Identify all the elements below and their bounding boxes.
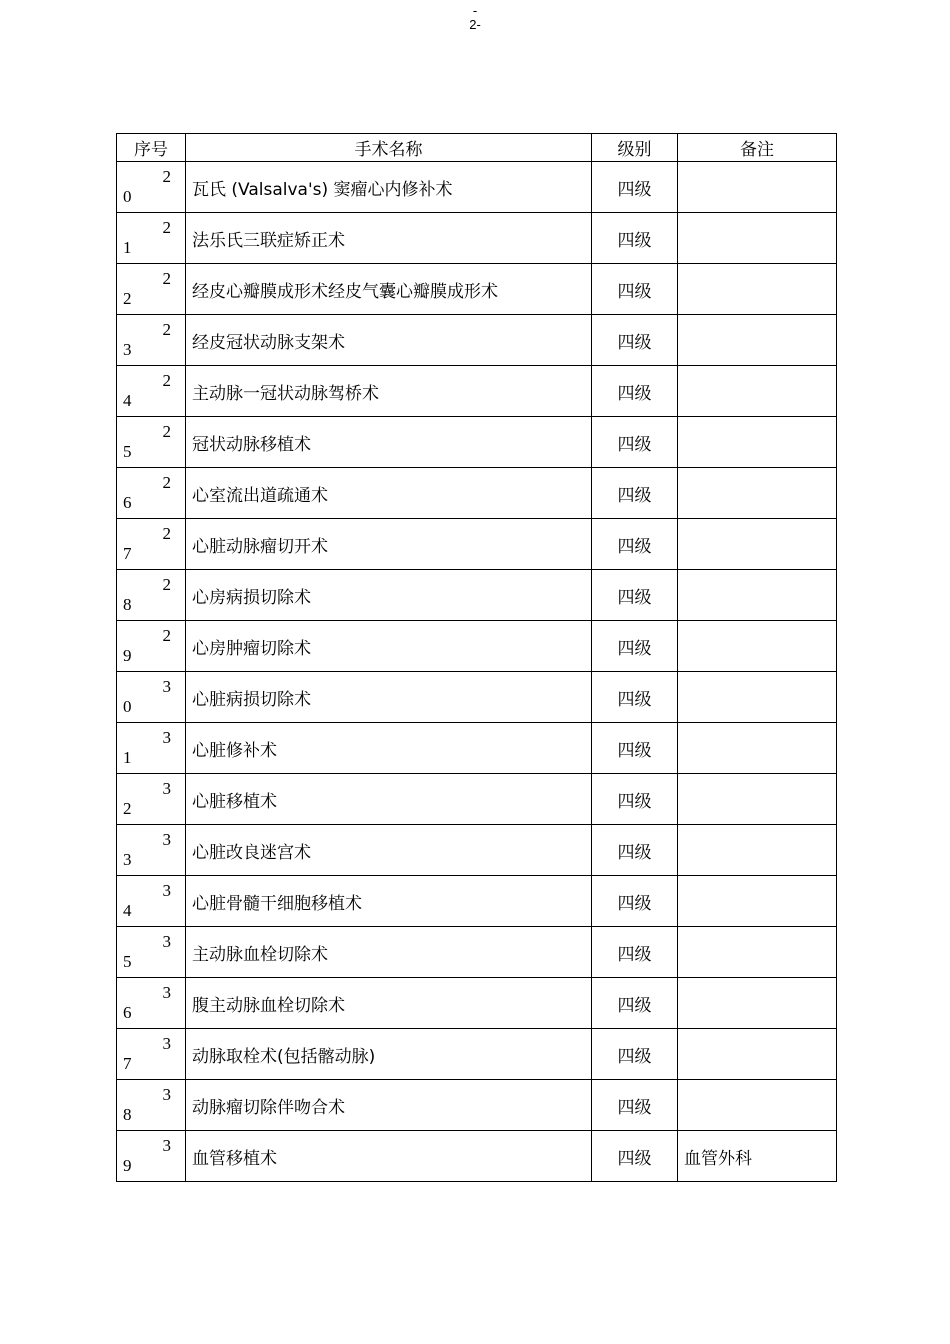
row-num-bottom: 9	[123, 1156, 132, 1175]
row-num-top: 3	[162, 1034, 171, 1053]
table-row	[117, 213, 837, 264]
row-name: 主动脉一冠状动脉驾桥术	[186, 366, 592, 417]
table-row	[117, 366, 837, 417]
row-num-top: 2	[162, 473, 171, 492]
table-row	[117, 876, 837, 927]
row-grade: 四级	[592, 672, 678, 723]
row-name: 腹主动脉血栓切除术	[186, 978, 592, 1029]
row-num-cell	[117, 825, 186, 876]
row-name: 心脏病损切除术	[186, 672, 592, 723]
row-name: 心脏动脉瘤切开术	[186, 519, 592, 570]
row-num-cell	[117, 723, 186, 774]
page-number	[0, 4, 950, 32]
row-name: 经皮冠状动脉支架术	[186, 315, 592, 366]
row-num-top: 2	[162, 575, 171, 594]
row-note	[678, 519, 837, 570]
row-num-cell	[117, 1131, 186, 1182]
row-num-cell	[117, 978, 186, 1029]
row-grade: 四级	[592, 264, 678, 315]
row-num-cell	[117, 519, 186, 570]
row-name: 心房肿瘤切除术	[186, 621, 592, 672]
row-name: 冠状动脉移植术	[186, 417, 592, 468]
row-num-bottom: 5	[123, 952, 132, 971]
row-grade: 四级	[592, 825, 678, 876]
table-row	[117, 468, 837, 519]
row-num-top: 2	[162, 320, 171, 339]
header-note: 备注	[678, 134, 837, 162]
row-num-top: 2	[162, 626, 171, 645]
row-note	[678, 1029, 837, 1080]
table-row	[117, 978, 837, 1029]
row-num-bottom: 2	[123, 799, 132, 818]
row-num-cell	[117, 876, 186, 927]
row-note	[678, 774, 837, 825]
row-num-top: 2	[162, 524, 171, 543]
row-note	[678, 672, 837, 723]
table-body	[117, 162, 837, 1182]
row-num-bottom: 1	[123, 238, 132, 257]
row-num-bottom: 3	[123, 850, 132, 869]
row-name: 心脏改良迷宫术	[186, 825, 592, 876]
row-num-cell	[117, 927, 186, 978]
row-note	[678, 366, 837, 417]
row-num-bottom: 9	[123, 646, 132, 665]
row-note	[678, 723, 837, 774]
row-num-top: 3	[162, 881, 171, 900]
row-num-bottom: 6	[123, 493, 132, 512]
row-num-bottom: 7	[123, 544, 132, 563]
table-row	[117, 264, 837, 315]
table-row	[117, 1080, 837, 1131]
surgery-table	[116, 133, 837, 1182]
row-note	[678, 876, 837, 927]
row-note	[678, 213, 837, 264]
table-row	[117, 315, 837, 366]
row-note	[678, 927, 837, 978]
row-grade: 四级	[592, 366, 678, 417]
row-grade: 四级	[592, 1080, 678, 1131]
row-note	[678, 1080, 837, 1131]
row-num-cell	[117, 774, 186, 825]
row-name: 心脏骨髓干细胞移植术	[186, 876, 592, 927]
row-name: 瓦氏 (Valsalva's) 窦瘤心内修补术	[186, 162, 592, 213]
row-grade: 四级	[592, 978, 678, 1029]
row-name: 血管移植术	[186, 1131, 592, 1182]
row-note	[678, 825, 837, 876]
row-num-bottom: 3	[123, 340, 132, 359]
row-num-bottom: 1	[123, 748, 132, 767]
header-num: 序号	[117, 134, 186, 162]
row-num-bottom: 6	[123, 1003, 132, 1022]
table-row	[117, 417, 837, 468]
row-num-cell	[117, 570, 186, 621]
row-num-bottom: 8	[123, 1105, 132, 1124]
row-note	[678, 621, 837, 672]
row-num-cell	[117, 162, 186, 213]
row-note	[678, 417, 837, 468]
row-note	[678, 978, 837, 1029]
row-name: 心室流出道疏通术	[186, 468, 592, 519]
header-grade: 级别	[592, 134, 678, 162]
row-num-cell	[117, 417, 186, 468]
page-number-dash: -	[472, 3, 478, 18]
row-num-top: 2	[162, 371, 171, 390]
row-num-cell	[117, 1080, 186, 1131]
row-note	[678, 162, 837, 213]
table-row	[117, 570, 837, 621]
row-name: 心脏移植术	[186, 774, 592, 825]
row-num-cell	[117, 264, 186, 315]
row-grade: 四级	[592, 1029, 678, 1080]
row-grade: 四级	[592, 519, 678, 570]
table-row	[117, 774, 837, 825]
row-name: 动脉瘤切除伴吻合术	[186, 1080, 592, 1131]
row-num-bottom: 2	[123, 289, 132, 308]
table-row	[117, 621, 837, 672]
row-num-top: 3	[162, 1085, 171, 1104]
table-header-row	[117, 134, 837, 162]
row-num-bottom: 4	[123, 391, 132, 410]
row-num-cell	[117, 1029, 186, 1080]
row-num-top: 3	[162, 830, 171, 849]
table-row	[117, 927, 837, 978]
table-row	[117, 723, 837, 774]
row-num-top: 3	[162, 677, 171, 696]
row-grade: 四级	[592, 315, 678, 366]
row-num-cell	[117, 468, 186, 519]
page-number-value: 2-	[469, 17, 481, 32]
row-num-top: 3	[162, 1136, 171, 1155]
row-num-top: 3	[162, 983, 171, 1002]
row-num-cell	[117, 315, 186, 366]
row-grade: 四级	[592, 927, 678, 978]
row-num-bottom: 8	[123, 595, 132, 614]
table-row	[117, 825, 837, 876]
row-grade: 四级	[592, 774, 678, 825]
row-num-cell	[117, 366, 186, 417]
row-num-top: 2	[162, 422, 171, 441]
row-name: 心脏修补术	[186, 723, 592, 774]
header-name: 手术名称	[186, 134, 592, 162]
row-num-cell	[117, 621, 186, 672]
row-note: 血管外科	[678, 1131, 837, 1182]
row-num-top: 3	[162, 932, 171, 951]
row-grade: 四级	[592, 1131, 678, 1182]
row-num-bottom: 0	[123, 187, 132, 206]
row-name: 主动脉血栓切除术	[186, 927, 592, 978]
row-num-bottom: 0	[123, 697, 132, 716]
row-note	[678, 570, 837, 621]
row-grade: 四级	[592, 570, 678, 621]
table-row	[117, 1029, 837, 1080]
table-row	[117, 519, 837, 570]
row-num-bottom: 7	[123, 1054, 132, 1073]
row-num-cell	[117, 672, 186, 723]
row-num-cell	[117, 213, 186, 264]
row-num-top: 2	[162, 269, 171, 288]
row-num-top: 2	[162, 167, 171, 186]
row-grade: 四级	[592, 723, 678, 774]
row-note	[678, 264, 837, 315]
table-row	[117, 1131, 837, 1182]
row-num-top: 3	[162, 728, 171, 747]
row-grade: 四级	[592, 417, 678, 468]
row-name: 心房病损切除术	[186, 570, 592, 621]
row-grade: 四级	[592, 468, 678, 519]
row-grade: 四级	[592, 621, 678, 672]
row-note	[678, 468, 837, 519]
row-name: 经皮心瓣膜成形术经皮气囊心瓣膜成形术	[186, 264, 592, 315]
row-grade: 四级	[592, 876, 678, 927]
table-row	[117, 162, 837, 213]
row-name: 法乐氏三联症矫正术	[186, 213, 592, 264]
row-num-top: 3	[162, 779, 171, 798]
row-name: 动脉取栓术(包括髂动脉)	[186, 1029, 592, 1080]
row-num-top: 2	[162, 218, 171, 237]
row-grade: 四级	[592, 213, 678, 264]
table-row	[117, 672, 837, 723]
row-grade: 四级	[592, 162, 678, 213]
row-num-bottom: 4	[123, 901, 132, 920]
row-note	[678, 315, 837, 366]
row-num-bottom: 5	[123, 442, 132, 461]
